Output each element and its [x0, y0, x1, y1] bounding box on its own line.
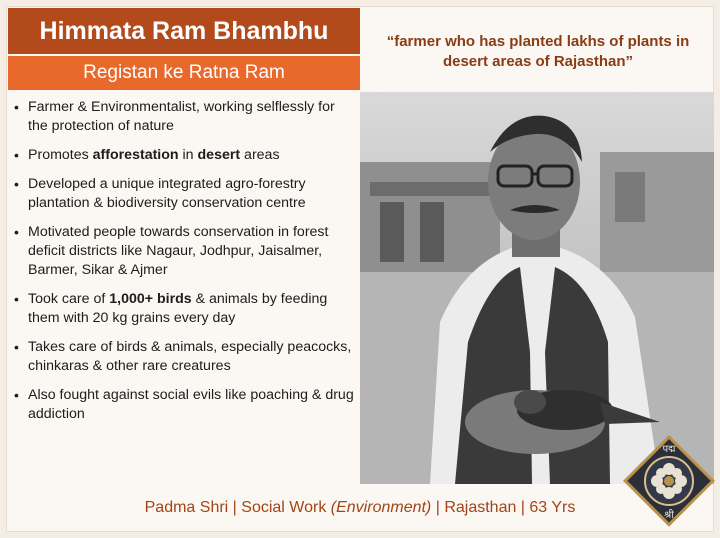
- achievement-text: Also fought against social evils like poaching & drug addiction: [28, 387, 354, 422]
- achievement-highlight: 1,000+ birds: [109, 291, 192, 307]
- achievement-item: [8, 146, 354, 165]
- field-subtitle: (Environment): [330, 499, 432, 516]
- achievement-item: [8, 175, 354, 213]
- age-value: 63 Yrs: [529, 499, 576, 516]
- achievement-text: in: [178, 147, 198, 163]
- achievement-text: Took care of: [28, 291, 110, 307]
- emblem-top-text: पद्म: [662, 444, 676, 455]
- achievement-highlight: desert: [197, 147, 241, 163]
- achievement-item: [8, 338, 354, 376]
- field-name: Social Work: [241, 499, 331, 516]
- achievement-highlight: afforestation: [92, 147, 179, 163]
- achievements-panel: [8, 92, 360, 484]
- achievement-item: [8, 386, 354, 424]
- quote-text: “farmer who has planted lakhs of plants in desert areas of Rajasthan”: [386, 33, 690, 70]
- portrait-photo: [360, 92, 714, 484]
- achievement-text: areas: [240, 147, 280, 163]
- achievement-text: Farmer & Environmentalist, working selflessly for the protection of nature: [28, 99, 335, 134]
- portrait-photo-illustration: [360, 92, 714, 484]
- footer-separator: |: [431, 499, 445, 516]
- padma-shri-emblem-graphic: [623, 435, 715, 527]
- padma-shri-emblem-icon: [623, 435, 715, 527]
- achievement-item: [8, 290, 354, 328]
- person-name: Himmata Ram Bhambhu: [8, 8, 360, 54]
- person-title: Registan ke Ratna Ram: [8, 56, 360, 90]
- achievement-text: Developed a unique integrated agro-forestry plantation & biodiversity conservation centre: [28, 176, 306, 211]
- emblem-bottom-text: श्री: [664, 510, 674, 521]
- achievement-text: & animals by feeding them with 20 kg grains every day: [28, 291, 328, 326]
- achievement-text: Motivated people towards conservation in forest deficit districts like Nagaur, Jodhpur, Jaisalmer, Barmer, Sikar & Ajmer: [28, 224, 329, 278]
- footer-separator: |: [516, 499, 530, 516]
- footer-separator: |: [228, 499, 242, 516]
- state-name: Rajasthan: [444, 499, 517, 516]
- footer-info: [8, 490, 712, 526]
- achievement-item: [8, 98, 354, 136]
- award-name: Padma Shri: [144, 499, 229, 516]
- achievement-text: Takes care of birds & animals, especially peacocks, chinkaras & other rare creatures: [28, 339, 352, 374]
- achievements-list: [8, 92, 360, 424]
- achievement-item: [8, 223, 354, 280]
- achievement-text: Promotes: [28, 147, 93, 163]
